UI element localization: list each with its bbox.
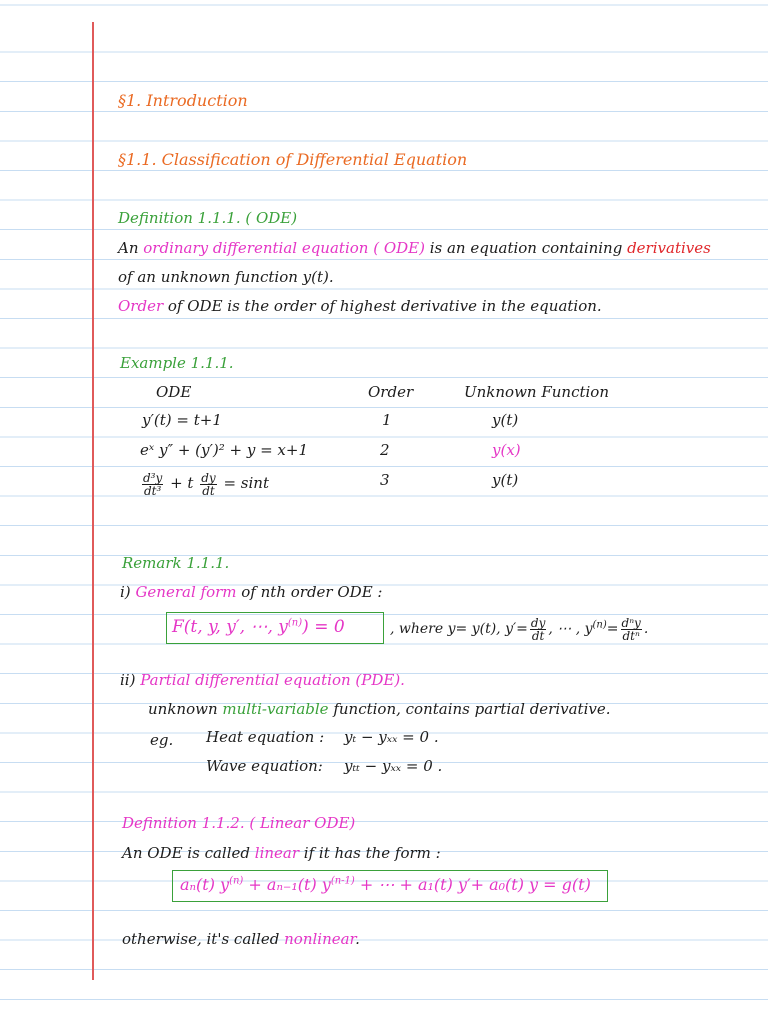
definition-2-line-1 <box>122 843 441 863</box>
table-header-ode: ODE <box>156 383 192 401</box>
form-main: F(t, y, y′, ⋯, y <box>172 617 288 637</box>
general-form-equation <box>172 616 345 638</box>
where-mid: , ⋯ , y <box>548 621 593 637</box>
term-ode: ordinary differential equation ( ODE) <box>143 239 425 257</box>
form-tail: ) = 0 <box>302 617 345 637</box>
table-row-1-function: y(t) <box>492 411 519 429</box>
remark-item-2 <box>120 670 405 690</box>
wave-equation: yₜₜ − yₓₓ = 0 . <box>344 757 443 775</box>
text-otherwise: otherwise, it's called <box>122 930 285 948</box>
eg-label: eg. <box>150 731 174 749</box>
where-eq: = <box>606 621 619 637</box>
item-1-prefix: i) <box>120 583 131 601</box>
frac-den: dt <box>202 483 215 498</box>
table-row-3-function: y(t) <box>492 471 519 489</box>
item-1-text: of nth order ODE : <box>241 583 383 601</box>
frac-num: d³y <box>143 470 163 485</box>
wave-equation-label: Wave equation: <box>206 757 323 775</box>
definition-1-heading: Definition 1.1.1. ( ODE) <box>118 209 298 227</box>
table-header-unknown-function: Unknown Function <box>464 383 609 401</box>
form-sup: (n) <box>287 617 303 629</box>
where-end: . <box>643 621 649 637</box>
frac-den: dt <box>531 628 545 643</box>
text-plus-t: + t <box>170 474 194 492</box>
form-b: + aₙ₋₁(t) y <box>248 875 331 894</box>
frac-den: dt³ <box>143 483 162 498</box>
text-period: . <box>355 930 360 948</box>
text-has-form: if it has the form : <box>299 844 441 862</box>
where-sup: (n) <box>592 619 607 631</box>
text-equals-sint: = sint <box>223 474 269 492</box>
definition-1-line-1 <box>118 238 711 258</box>
linear-form-equation <box>180 874 591 896</box>
where-text: , where y= y(t), y′= <box>390 621 528 637</box>
table-row-3-ode <box>140 466 269 500</box>
definition-2-heading: Definition 1.1.2. ( Linear ODE) <box>122 814 356 832</box>
table-row-1-ode: y′(t) = t+1 <box>142 411 222 429</box>
term-derivatives: derivatives <box>627 239 711 257</box>
definition-2-line-2 <box>122 929 360 949</box>
term-multi-variable: multi-variable <box>222 700 329 718</box>
section-subtitle: §1.1. Classification of Differential Equation <box>118 150 468 169</box>
table-row-1-order: 1 <box>382 411 392 429</box>
frac-num: dy <box>201 470 216 485</box>
text-unknown: unknown <box>148 700 223 718</box>
fraction-dy-dt-where <box>530 617 546 642</box>
frac-num: dⁿy <box>621 615 641 630</box>
text-is-equation: is an equation containing <box>424 239 628 257</box>
text-an-ode: An ODE is called <box>122 844 255 862</box>
term-pde: Partial differential equation (PDE). <box>140 671 405 689</box>
notebook-margin-line <box>92 22 94 980</box>
text-function-contains: function, contains partial derivative. <box>328 700 611 718</box>
form-s2: (n-1) <box>330 875 355 887</box>
remark-item-1 <box>120 582 382 602</box>
table-row-3-order: 3 <box>380 471 390 489</box>
fraction-dy-dt <box>200 472 216 497</box>
term-nonlinear: nonlinear <box>284 930 356 948</box>
form-c: + ⋯ + a₁(t) y′+ a₀(t) y = g(t) <box>359 875 591 894</box>
table-header-order: Order <box>368 383 414 401</box>
general-form-where <box>390 611 648 647</box>
remark-heading: Remark 1.1.1. <box>122 554 230 572</box>
frac-den: dtⁿ <box>622 628 640 643</box>
remark-item-2-line <box>148 699 611 719</box>
term-general-form: General form <box>135 583 237 601</box>
term-linear: linear <box>254 844 300 862</box>
item-2-prefix: ii) <box>120 671 136 689</box>
form-s1: (n) <box>229 875 244 887</box>
heat-equation-label: Heat equation : <box>206 728 325 746</box>
fraction-dny-dtn <box>621 617 642 642</box>
section-title: §1. Introduction <box>118 91 248 110</box>
form-a: aₙ(t) y <box>180 875 230 894</box>
definition-1-line-3 <box>118 296 602 316</box>
definition-1-line-2: of an unknown function y(t). <box>118 268 334 286</box>
order-definition-text: of ODE is the order of highest derivative in the equation. <box>163 297 602 315</box>
example-heading: Example 1.1.1. <box>120 354 234 372</box>
fraction-d3y-dt3 <box>142 472 163 497</box>
table-row-2-function: y(x) <box>492 441 521 459</box>
table-row-2-order: 2 <box>380 441 390 459</box>
text-an: An <box>118 239 144 257</box>
table-row-2-ode: eˣ y″ + (y′)² + y = x+1 <box>140 441 309 459</box>
frac-num: dy <box>530 615 546 630</box>
term-order: Order <box>118 297 164 315</box>
heat-equation: yₜ − yₓₓ = 0 . <box>344 728 439 746</box>
